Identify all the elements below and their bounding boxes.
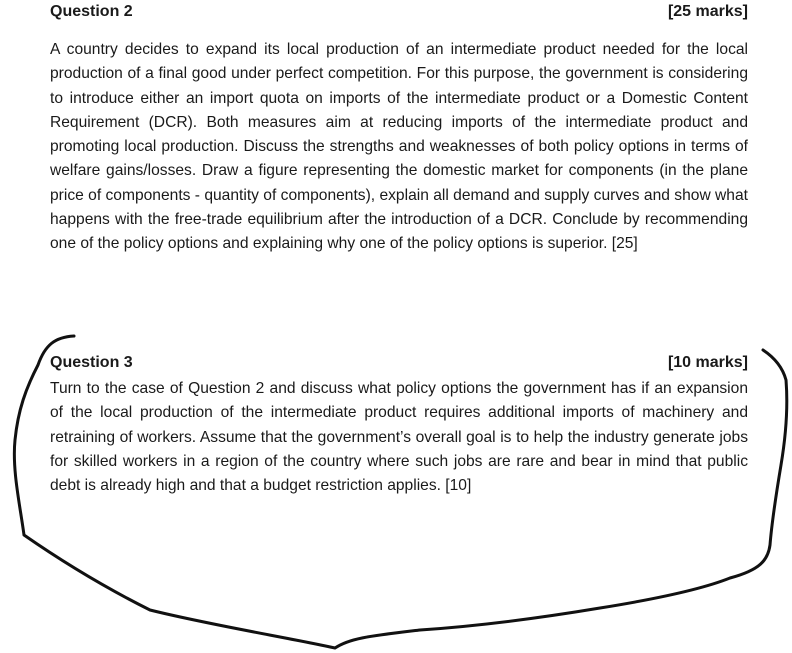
question-3-marks: [10 marks] [667,354,748,371]
question-2-marks: [25 marks] [667,3,748,20]
question-2-header [50,2,748,22]
question-2-body: A country decides to expand its local production of an intermediate product needed for the local production of a final good under perfect competition. For this purpose, the government is considering to introduce either an import quota on imports of the intermediate product or a Domestic Content Requirement (DCR). Both measures aim at reducing imports of the intermediate product and promoting local production. Discuss the strengths and weaknesses of both policy options in terms of welfare gains/losses. Draw a figure representing the domestic market for components (in the plane price of components - quantity of components), explain all demand and supply curves and show what happens with the free-trade equilibrium after the introduction of a DCR. Conclude by recommending one of the policy options and explaining why one of the policy options is superior. [25] [50,41,748,253]
question-3-body: Turn to the case of Question 2 and discuss what policy options the government has if an expansion of the local production of the intermediate product requires additional imports of machinery and retraining of workers. Assume that the government’s overall goal is to help the industry generate jobs for skilled workers in a region of the country where such jobs are rare and bear in mind that public debt is already high and that a budget restriction applies. [10] [50,380,748,495]
question-2-title: Question 2 [50,3,133,20]
question-3-title: Question 3 [50,354,133,371]
question-3-header [50,353,748,373]
